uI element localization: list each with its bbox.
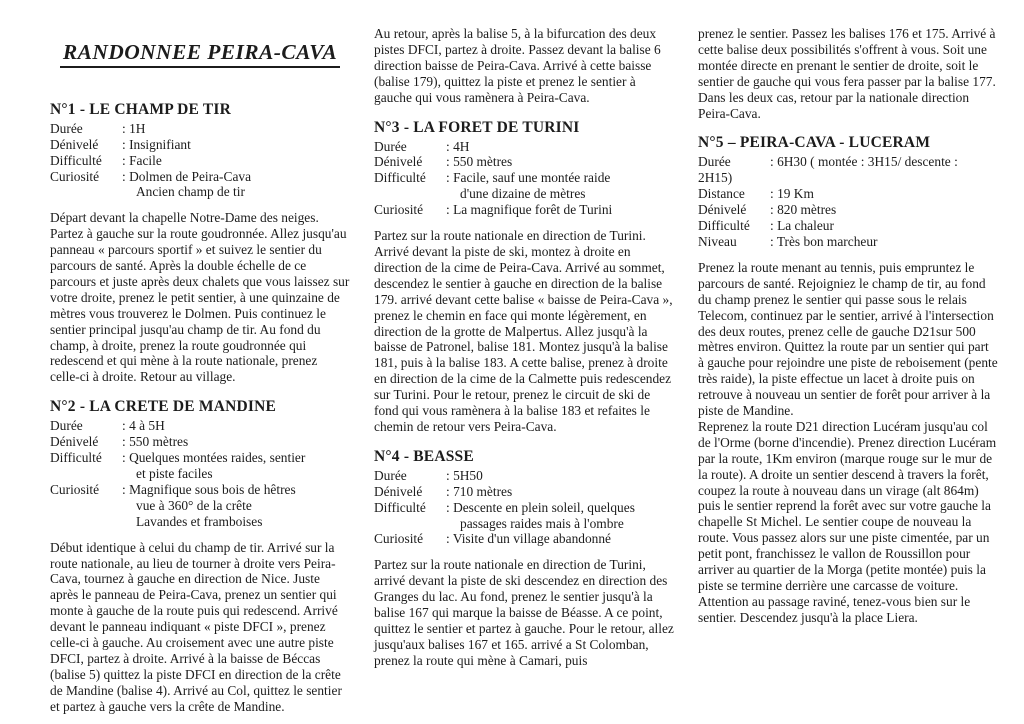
field-label: Dénivelé — [50, 136, 99, 152]
field-value: : Descente en plein soleil, quelques — [446, 499, 635, 515]
field-label: Dénivelé — [698, 202, 747, 218]
field-value: : La chaleur — [770, 218, 834, 234]
field-row — [374, 484, 674, 500]
field-label: Curiosité — [374, 531, 424, 547]
field-label: Curiosité — [50, 168, 100, 184]
field-label: Dénivelé — [374, 154, 423, 170]
hike-heading: N°1 - LE CHAMP DE TIR — [50, 100, 232, 118]
hike-paragraph: Au retour, après la balise 5, à la bifurcation des deux pistes DFCI, partez à droite. Passez devant la balise 6 direction baisse de Peira-Cava. Arrivé à cette baisse (balise 179), quittez la piste et prenez le sentier à gauche qui vous ramènera à Peira-Cava. — [374, 26, 661, 105]
field-row — [50, 169, 350, 185]
field-label: Durée — [374, 467, 407, 483]
field-row — [374, 154, 674, 170]
field-label: Durée — [374, 138, 407, 154]
field-value: : 4H — [446, 138, 470, 154]
column-middle — [374, 26, 674, 715]
field-label: Distance — [698, 186, 745, 202]
hike-heading: N°3 - LA FORET DE TURINI — [374, 118, 580, 136]
field-value-continuation: Ancien champ de tir — [136, 184, 245, 200]
field-value: : 710 mètres — [446, 483, 513, 499]
field-value: : Facile, sauf une montée raide — [446, 170, 611, 186]
hike-heading: N°4 - BEASSE — [374, 447, 474, 465]
hike-info-fields — [374, 139, 674, 219]
field-row — [698, 186, 998, 202]
field-label: Durée — [698, 154, 731, 170]
hike-paragraph: Partez sur la route nationale en direction de Turini. Arrivé devant la piste de ski, montez à droite en direction de la cime de Peira-Cava. Arrivé au sommet, descendez le sentier à gauche en direction de la balise 179. arrivé devant cette balise « baisse de Peira-Cava », prenez le chemin en face qui monte légèrement, en direction de la grotte de Malpertus. Allez jusqu'à la baisse de Patronel, balise 181. Montez jusqu'à la balise 181, puis à la balise 183. A cette balise, prenez à droite en direction de la cime de la Calmette puis redescendez sur Turini. Pour le retour, prenez le circuit de ski de fond qui vous ramènera à la balise 183 et refaites le chemin de retour vers Peira-Cava. — [374, 228, 673, 434]
three-column-layout — [50, 26, 998, 715]
hike-info-fields — [698, 154, 998, 249]
field-label: Curiosité — [50, 481, 100, 497]
field-label: Difficulté — [374, 170, 426, 186]
field-value: : 4 à 5H — [122, 418, 165, 434]
field-value: : Magnifique sous bois de hêtres — [122, 481, 296, 497]
field-value-continuation: vue à 360° de la crête — [136, 497, 252, 513]
field-label: Dénivelé — [374, 483, 423, 499]
field-row — [50, 121, 350, 137]
field-row — [50, 153, 350, 169]
hike-paragraph: Départ devant la chapelle Notre-Dame des neiges. Partez à gauche sur la route goudronnée. Allez jusqu'au panneau « parcours sportif » et suivez le sentier du parcours de santé. Après la double échelle de ce parcours et juste après deux chalets que vous laissez sur votre droite, prenez le petit sentier, à une quinzaine de mètres vous trouverez le Dolmen. Puis continuez le sentier principal jusqu'au champ de tir. Au fond du champ, à droite, prenez la route goudronnée qui redescend et qui mène à la route nationale, prenez celle-ci à droite. Retour au village. — [50, 210, 350, 385]
field-value: : 550 mètres — [446, 154, 513, 170]
field-value: : 19 Km — [770, 186, 814, 202]
field-value: : Visite d'un village abandonné — [446, 531, 611, 547]
field-label: Niveau — [698, 233, 737, 249]
hike-heading: N°5 – PEIRA-CAVA - LUCERAM — [698, 134, 931, 152]
field-row — [50, 137, 350, 153]
column-left — [50, 26, 350, 715]
field-label: Difficulté — [50, 450, 102, 466]
hike-heading: N°2 - LA CRETE DE MANDINE — [50, 398, 277, 416]
column-right — [698, 26, 998, 715]
field-row — [374, 139, 674, 155]
field-label: Difficulté — [50, 152, 102, 168]
field-row — [50, 450, 350, 466]
field-row — [374, 202, 674, 218]
field-label: Difficulté — [374, 499, 426, 515]
document-title: RANDONNEE PEIRA-CAVA — [60, 40, 340, 68]
field-value: : 1H — [122, 120, 146, 136]
field-row — [374, 500, 674, 516]
field-value: : 6H30 ( montée : 3H15/ descente : — [770, 154, 958, 170]
field-value-continuation: 2H15) — [698, 170, 733, 186]
field-value: : Très bon marcheur — [770, 233, 878, 249]
field-value: : 550 mètres — [122, 434, 189, 450]
field-row — [698, 234, 998, 250]
field-label: Durée — [50, 120, 83, 136]
hike-paragraph: prenez le sentier. Passez les balises 176 et 175. Arrivé à cette balise deux possibilités s'offrent à vous. Soit une montée directe en prenant le sentier de droite, soit le sentier de gauche qui vous fera passer par la balise 177. Dans les deux cas, retour par la nationale direction Peira-Cava. — [698, 26, 996, 121]
field-value: : Quelques montées raides, sentier — [122, 450, 306, 466]
field-value: : 5H50 — [446, 467, 483, 483]
hike-paragraph: Début identique à celui du champ de tir. Arrivé sur la route nationale, au lieu de tourner à droite vers Peira-Cava, tournez à gauche en direction de Nice. Juste après le panneau de Peira-Cava, prenez un sentier qui monte à gauche de la route puis qui redescend. Arrivé devant le panneau indiquant « piste DFCI », prenez celle-ci à gauche. Au croisement avec une autre piste DFCI, partez à droite. Arrivé à la baisse de Béccas (balise 5) quittez la piste DFCI en direction de la crête de Mandine (balise 4). Arrivé au Col, quittez le sentier et partez à gauche vers la crête de Mandine. — [50, 539, 342, 714]
field-label: Dénivelé — [50, 434, 99, 450]
field-value: : Insignifiant — [122, 136, 191, 152]
field-row — [698, 154, 998, 170]
field-row — [50, 482, 350, 498]
field-label: Durée — [50, 418, 83, 434]
hike-paragraph: Partez sur la route nationale en direction de Turini, arrivé devant la piste de ski descendez en direction des Granges du lac. Au fond, prenez le sentier jusqu'à la balise 167 qui marque la baisse de Béasse. A ce point, quittez le sentier et partez à gauche. Pour le retour, allez jusqu'aux balises 167 et 165. arrivé a St Colomban, prenez la route qui mène à Camari, puis — [374, 557, 674, 668]
field-value: : Dolmen de Peira-Cava — [122, 168, 252, 184]
field-value-continuation: d'une dizaine de mètres — [460, 186, 586, 202]
field-row — [374, 468, 674, 484]
field-label: Curiosité — [374, 202, 424, 218]
field-row — [50, 418, 350, 434]
field-value-continuation: et piste faciles — [136, 466, 213, 481]
field-value: : Facile — [122, 152, 162, 168]
document-title-row — [50, 26, 350, 83]
field-row — [374, 170, 674, 186]
field-row — [698, 218, 998, 234]
hike-info-fields — [50, 418, 350, 529]
field-value-continuation: passages raides mais à l'ombre — [460, 515, 624, 531]
field-row — [50, 434, 350, 450]
hike-info-fields — [50, 121, 350, 201]
hike-paragraph: Reprenez la route D21 direction Lucéram jusqu'au col de l'Orme (borne d'incendie). Prenez direction Lucéram par la route, 1Km environ (marque rouge sur le mur de la route). A droite un sentier descend à travers la forêt, coupez la route à nouveau dans un virage (alt 864m) puis le sentier reprend la forêt avec sur votre gauche la chapelle St Michel. Le sentier coupe de nouveau la route. Vous passez alors sur une piste cimentée, par un petit pont, franchissez le vallon de Roussillon pour arriver au quartier de la Morga (petite montée) puis la piste se termine derrière une carcasse de voiture. Attention au passage raviné, tenez-vous bien sur le sentier. Descendez jusqu'à la place Liera. — [698, 418, 997, 625]
field-label: Difficulté — [698, 218, 750, 234]
field-row — [698, 202, 998, 218]
field-value: : 820 mètres — [770, 202, 837, 218]
field-value: : La magnifique forêt de Turini — [446, 202, 613, 218]
field-row — [374, 531, 674, 547]
hike-paragraph: Prenez la route menant au tennis, puis empruntez le parcours de santé. Rejoigniez le champ de tir, au fond du champ prenez le sentier qui passe sous le relais Telecom, continuez par le sentier, arrivé à l'intersection des deux routes, prenez celle de gauche D21sur 500 mètres environ. Quittez la route par un sentier qui part à gauche pour rejoindre une piste de reboisement (pente très raide), la piste effectue un lacet à droite puis on retrouve à nouveau un sentier de forêt pour arriver à la piste de Mandine. — [698, 259, 998, 419]
hike-info-fields — [374, 468, 674, 548]
field-value-continuation: Lavandes et framboises — [136, 513, 263, 529]
